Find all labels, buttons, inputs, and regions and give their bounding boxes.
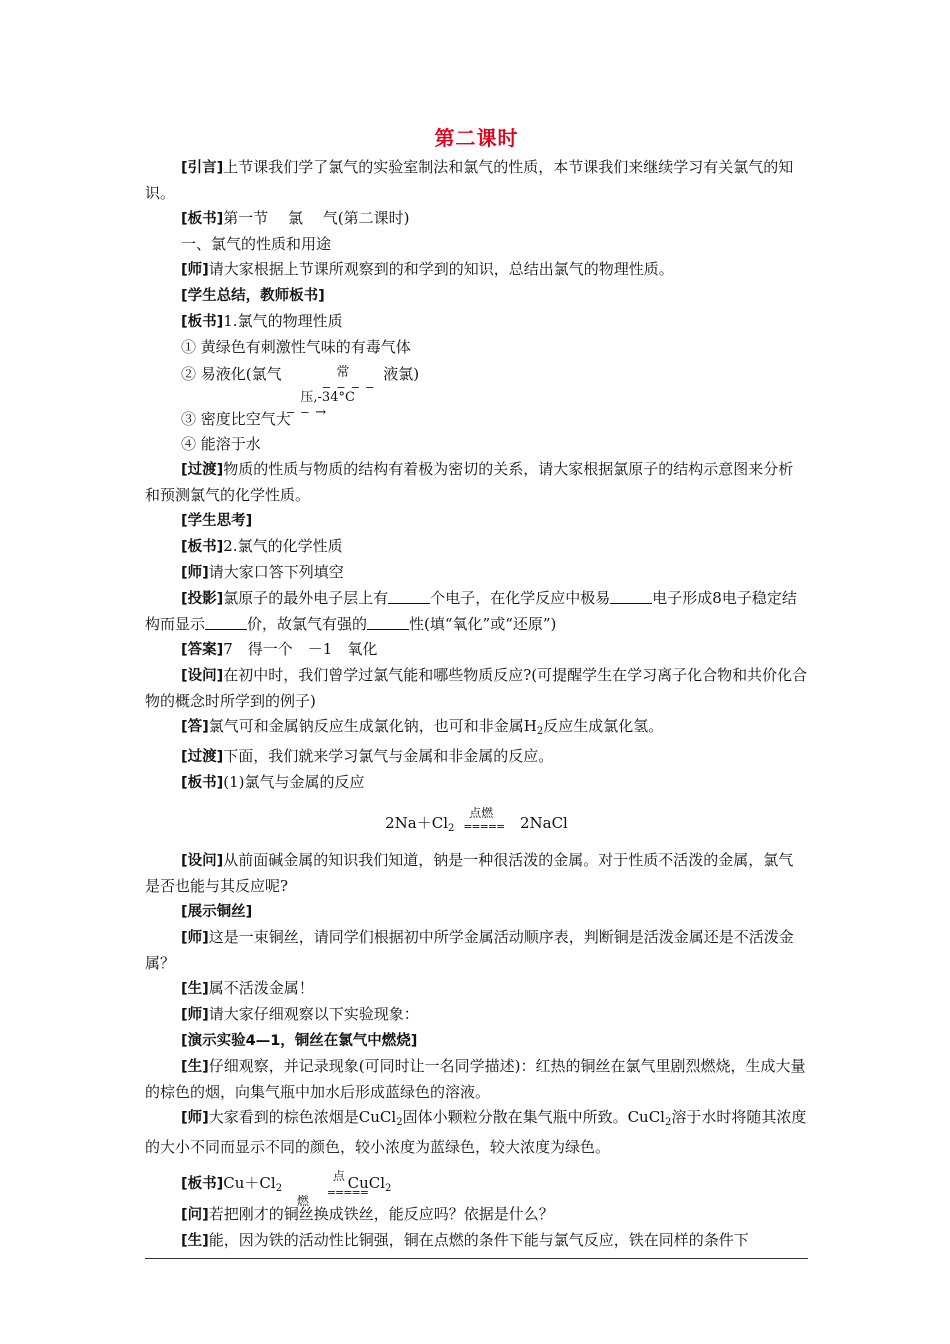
tag-label: [师] xyxy=(181,565,209,581)
paragraph-text: 氯原子的最外电子层上有 xyxy=(223,589,389,607)
paragraph-text: 下面，我们就来学习氯气与金属和非金属的反应。 xyxy=(223,747,554,765)
list-item: ③ 密度比空气大 xyxy=(181,410,291,428)
paragraph-board xyxy=(145,534,808,560)
paragraph-text: 第一节 氯 气(第二课时) xyxy=(223,209,410,227)
paragraph-text: ② 易液化(氯气 xyxy=(181,365,282,383)
tag-label: [展示铜丝] xyxy=(181,904,253,920)
subscript: 2 xyxy=(385,1183,392,1194)
tag-label: [师] xyxy=(181,930,209,946)
paragraph-text: 物质的性质与物质的结构有着极为密切的关系，请大家根据氯原子的结构示意图来分析和预测氯气的化学性质。 xyxy=(145,460,794,504)
reaction-arrow xyxy=(286,363,378,420)
paragraph-answer xyxy=(145,637,808,663)
tag-label: [生] xyxy=(181,981,209,997)
paragraph-text: 上节课我们学了氯气的实验室制法和氯气的性质，本节课我们来继续学习有关氯气的知识。 xyxy=(145,158,794,202)
paragraph-board xyxy=(145,309,808,335)
paragraph-think xyxy=(145,508,808,534)
tag-label: [过渡] xyxy=(181,749,224,765)
tag-label: [板书] xyxy=(181,1176,224,1192)
paragraph-teacher xyxy=(145,925,808,976)
equals-sign: ===== xyxy=(463,820,505,833)
equation-right: CuCl xyxy=(347,1174,386,1192)
paragraph-student xyxy=(145,1054,808,1105)
equation-body xyxy=(385,806,568,836)
tag-label: [生] xyxy=(181,1233,209,1249)
paragraph-teacher xyxy=(145,1002,808,1028)
tag-label: [师] xyxy=(181,1110,209,1126)
fill-blank xyxy=(205,615,247,630)
tag-label: [板书] xyxy=(181,211,224,227)
paragraph-text: (1)氯气与金属的反应 xyxy=(223,773,365,791)
paragraph-text: 属不活泼金属！ xyxy=(208,979,314,997)
spacer xyxy=(145,393,808,407)
page-title: 第二课时 xyxy=(434,126,519,150)
paragraph-text: 这是一束铜丝，请同学们根据初中所学金属活动顺序表，判断铜是活泼金属还是不活泼金属？ xyxy=(145,928,794,972)
paragraph-question xyxy=(145,848,808,899)
tag-label: [设问] xyxy=(181,668,224,684)
fill-blank xyxy=(367,615,409,630)
paragraph-board xyxy=(145,770,808,796)
paragraph-text: 请大家仔细观察以下实验现象： xyxy=(208,1005,419,1023)
paragraph-show xyxy=(145,899,808,925)
equation-left: 2Na＋Cl xyxy=(385,814,449,832)
equals-sign: ===== xyxy=(326,1186,368,1199)
tag-label: [答] xyxy=(181,719,209,735)
subscript: 2 xyxy=(275,1183,283,1194)
tag-label: [学生总结，教师板书] xyxy=(181,288,325,304)
paragraph-text: 价，故氯气有强的 xyxy=(247,615,368,633)
subscript: 2 xyxy=(448,823,455,834)
paragraph-text: 反应生成氯化氢。 xyxy=(543,717,664,735)
tag-label: [板书] xyxy=(181,539,224,555)
paragraph-text: 2.氯气的化学性质 xyxy=(223,537,343,555)
paragraph-text: 电子形成8电子稳定结构而显示 xyxy=(145,589,797,633)
paragraph-text: 溶于水时将随其浓度的大小不同而显示不同的颜色，较小浓度为蓝绿色，较大浓度为绿色。 xyxy=(145,1108,807,1156)
equation-na-cl xyxy=(145,806,808,842)
paragraph-board-equation xyxy=(145,1166,808,1208)
section-heading: 一、氯气的性质和用途 xyxy=(181,235,332,253)
paragraph-student xyxy=(145,1228,808,1254)
equation-left: Cu＋Cl xyxy=(223,1174,276,1192)
paragraph-question xyxy=(145,663,808,714)
paragraph-text: 若把刚才的铜丝换成铁丝，能反应吗？依据是什么？ xyxy=(208,1205,554,1223)
formula-h: H xyxy=(523,717,537,735)
list-item: ④ 能溶于水 xyxy=(181,435,261,453)
arrow-dash: ‒ ‒ ‒ ‒ ‒ ‒ → xyxy=(286,380,375,420)
tag-label: [学生思考] xyxy=(181,513,253,529)
reaction-condition: 点燃 xyxy=(296,1169,345,1208)
subscript: 2 xyxy=(536,726,544,737)
tag-label: [答案] xyxy=(181,642,224,658)
paragraph-text: 性(填“氧化”或“还原”) xyxy=(409,615,557,633)
tag-label: [师] xyxy=(181,1007,209,1023)
tag-label: [板书] xyxy=(181,314,224,330)
paragraph-text: 1.氯气的物理性质 xyxy=(223,312,343,330)
paragraph-summary xyxy=(145,283,808,309)
tag-label: [师] xyxy=(181,262,209,278)
paragraph-projection xyxy=(145,586,808,637)
paragraph-student xyxy=(145,976,808,1002)
paragraph-text: 能，因为铁的活动性比铜强，铜在点燃的条件下能与氯气反应，铁在同样的条件下 xyxy=(208,1231,749,1249)
equation-right: 2NaCl xyxy=(519,814,568,832)
paragraph-text: 液氯) xyxy=(383,365,420,383)
paragraph-intro xyxy=(145,155,808,206)
tag-label: [板书] xyxy=(181,775,224,791)
tag-label: [问] xyxy=(181,1207,209,1223)
paragraph-text: 请大家根据上节课所观察到的和学到的知识，总结出氯气的物理性质。 xyxy=(208,260,674,278)
list-item: ① 黄绿色有刺激性气味的有毒气体 xyxy=(181,338,411,356)
fill-blank xyxy=(388,589,430,604)
paragraph-transition xyxy=(145,457,808,508)
paragraph-text: 7 得一个 －1 氧化 xyxy=(223,640,378,658)
tag-label: [生] xyxy=(181,1059,209,1075)
paragraph-teacher xyxy=(145,257,808,283)
tag-label: [过渡] xyxy=(181,462,224,478)
paragraph-text: 大家看到的棕色浓烟是CuCl xyxy=(208,1108,397,1126)
fill-blank xyxy=(610,589,652,604)
paragraph-demo xyxy=(145,1028,808,1054)
document-page xyxy=(145,122,808,1254)
tag-label: [投影] xyxy=(181,591,224,607)
paragraph-transition xyxy=(145,744,808,770)
paragraph-text: 固体小颗粒分散在集气瓶中所致。CuCl xyxy=(402,1108,665,1126)
paragraph-reply xyxy=(145,714,808,744)
paragraph-teacher xyxy=(145,560,808,586)
paragraph-text: 从前面碱金属的知识我们知道，钠是一种很活泼的金属。对于性质不活泼的金属，氯气是否也能与其反应呢? xyxy=(145,851,794,895)
tag-label: [演示实验4—1，铜丝在氯气中燃烧] xyxy=(181,1033,418,1049)
paragraph-text: 请大家口答下列填空 xyxy=(208,563,344,581)
subscript: 2 xyxy=(396,1117,403,1128)
paragraph-teacher xyxy=(145,1105,808,1160)
reaction-condition-box xyxy=(459,806,515,836)
paragraph-text: 在初中时，我们曾学过氯气能和哪些物质反应?(可提醒学生在学习离子化合物和共价化合物的概念时所学到的例子) xyxy=(145,666,808,710)
paragraph-text: 仔细观察，并记录现象(可同时让一名同学描述)：红热的铜丝在氯气里剧烈燃烧，生成大量的棕色的烟，向集气瓶中加水后形成蓝绿色的溶液。 xyxy=(145,1057,806,1101)
paragraph-text: 氯气可和金属钠反应生成氯化钠，也可和非金属 xyxy=(208,717,524,735)
reaction-condition: 点燃 xyxy=(469,806,494,820)
footer-divider xyxy=(145,1258,808,1259)
paragraph-board xyxy=(145,206,808,232)
paragraph-text: 个电子，在化学反应中极易 xyxy=(430,589,611,607)
reaction-condition: 常压,-34°C xyxy=(300,365,355,405)
tag-label: [引言] xyxy=(181,160,224,176)
tag-label: [设问] xyxy=(181,853,224,869)
paragraph-question xyxy=(145,1202,808,1228)
subscript: 2 xyxy=(664,1117,672,1128)
